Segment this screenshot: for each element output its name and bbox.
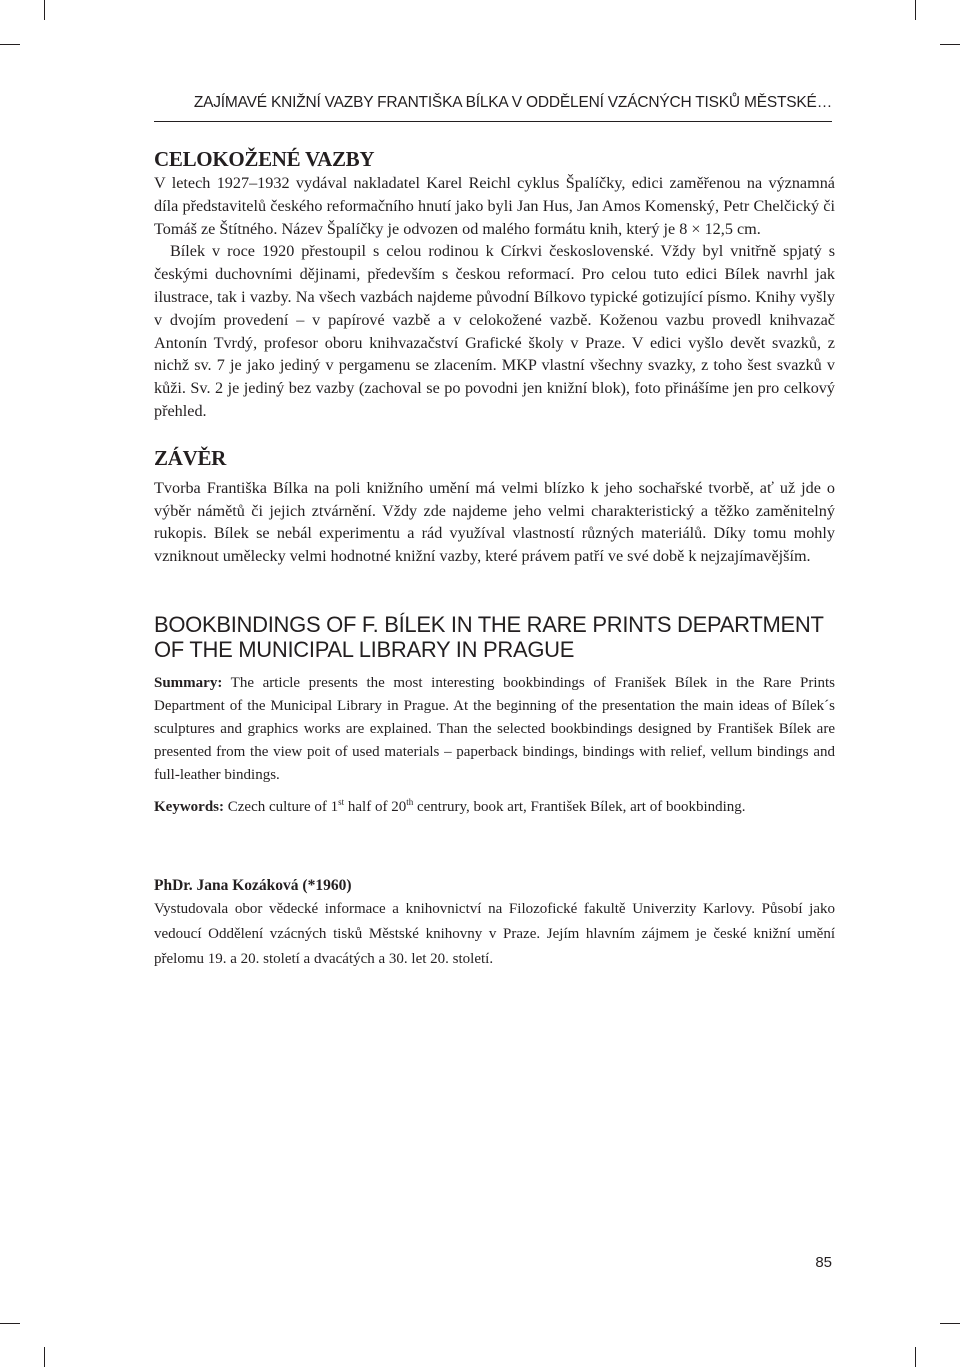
article-body xyxy=(154,146,835,972)
paragraph: Bílek v roce 1920 přestoupil s celou rodinou k Církvi československé. Vždy byl vnitřně spjatý s českými duchovními dějinami, především s českou reformací. Pro celou tuto edici Bílek navrhl jak ilustrace, tak i vazby. Na všech vazbách najdeme původní Bílkovo typické gotizující písmo. Knihy vyšly v dvojím provedení – v papírové vazbě a v celokožené vazbě. Koženou vazbu provedl knihvazač Antonín Tvrdý, profesor oboru knihvazačství Grafické školy v Praze. V edici vyšlo devět svazků, z nichž sv. 7 je jako jediný v pergamenu se zlacením. MKP vlastní všechny svazky, z toho šest svazků v kůži. Sv. 2 je jediný bez vazby (zachoval se po povodni jen knižní blok), foto přinášíme jen pro celkový přehled. xyxy=(154,242,835,420)
ordinal-suffix: th xyxy=(406,796,414,807)
crop-mark xyxy=(940,1323,960,1324)
keywords-text: centrury, book art, František Bílek, art of bookbinding. xyxy=(413,798,746,815)
crop-mark xyxy=(0,44,20,45)
ordinal-suffix: st xyxy=(338,796,345,807)
crop-mark xyxy=(0,1323,20,1324)
summary-label: Summary: xyxy=(154,674,223,691)
crop-mark xyxy=(915,1347,916,1367)
header-rule xyxy=(154,121,832,122)
section-heading-zaver: ZÁVĚR xyxy=(154,445,227,470)
page-number: 85 xyxy=(815,1254,832,1271)
keywords xyxy=(154,796,835,819)
crop-mark xyxy=(915,0,916,20)
author-bio: Vystudovala obor vědecké informace a knihovnictví na Filozofické fakultě Univerzity Karlovy. Působí jako vedoucí Oddělení vzácných tisků Městské knihovny v Praze. Jejím hlavním zájmem je české knižní umění přelomu 19. a 20. století a dvacátých a 30. let 20. století. xyxy=(154,900,835,967)
keywords-text: Czech culture of 1 xyxy=(224,798,339,815)
crop-mark xyxy=(44,0,45,20)
summary xyxy=(154,672,835,787)
english-title: BOOKBINDINGS OF F. BÍLEK IN THE RARE PRINTS DEPARTMENT OF THE MUNICIPAL LIBRARY IN PRAGUE xyxy=(154,611,824,662)
author-name: PhDr. Jana Kozáková (*1960) xyxy=(154,876,352,894)
summary-text: The article presents the most interesting bookbindings of Franišek Bílek in the Rare Prints Department of the Municipal Library in Prague. At the beginning of the presentation the main ideas of Bílek´s sculptures and graphics works are explained. Than the selected bookbindings designed by František Bílek are presented from the view poit of used materials – paperback bindings, bindings with relief, vellum bindings and full-leather bindings. xyxy=(154,674,835,783)
running-header: ZAJÍMAVÉ KNIŽNÍ VAZBY FRANTIŠKA BÍLKA V ODDĚLENÍ VZÁCNÝCH TISKŮ MĚSTSKÉ… xyxy=(193,94,832,111)
paragraph: V letech 1927–1932 vydával nakladatel Karel Reichl cyklus Špalíčky, edici zaměřenou na významná díla představitelů českého reformačního hnutí jako byli Jan Hus, Jan Amos Komenský, Petr Chelčický či Tomáš ze Štítného. Název Špalíčky je odvozen od malého formátu knih, který je 8 × 12,5 cm. xyxy=(154,174,835,238)
crop-mark xyxy=(940,44,960,45)
crop-mark xyxy=(44,1347,45,1367)
paragraph: Tvorba Františka Bílka na poli knižního umění má velmi blízko k jeho sochařské tvorbě, ať už jde o výběr námětů či jejich ztvárnění. Vždy zde najdeme jeho velmi charakteristický a těžko zaměnitelný rukopis. Bílek se nebál experimentu a rád využíval vlastností různých materiálů. Díky tomu mohly vzniknout umělecky velmi hodnotné knižní vazby, které právem patří ve své době k nejzajímavějším. xyxy=(154,478,835,566)
keywords-label: Keywords: xyxy=(154,798,224,815)
section-heading-celokozene: CELOKOŽENÉ VAZBY xyxy=(154,147,375,171)
keywords-text: half of 20 xyxy=(344,798,407,815)
